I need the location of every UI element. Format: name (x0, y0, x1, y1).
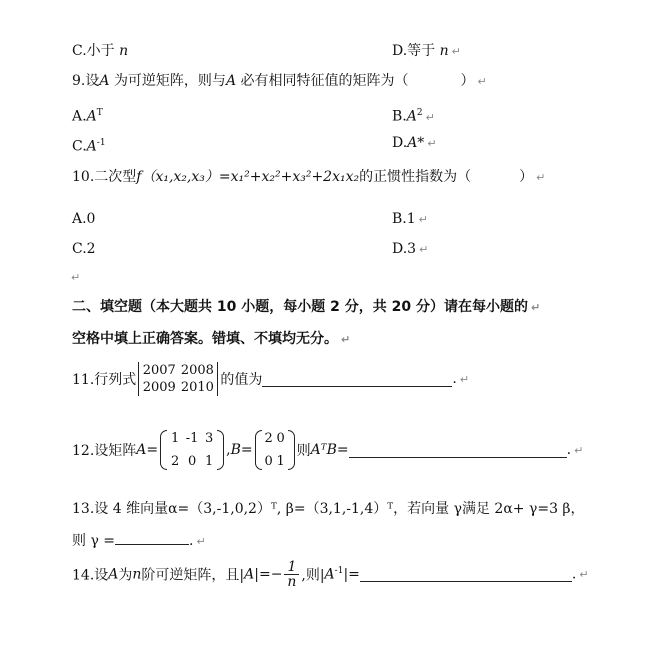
q8-option-d-label: D.等于 (392, 43, 436, 59)
q13-line2: 则 γ = . ↵ (72, 530, 206, 551)
q9-option-a (72, 104, 103, 126)
q9-option-c-sup: -1 (96, 138, 106, 148)
matrix-cell: 1 (204, 454, 214, 469)
paragraph-mark: ↵ (196, 535, 206, 548)
q11-answer-blank[interactable] (262, 372, 452, 387)
q12: 12.设矩阵A= 1 -1 3 2 0 1 ,B= 2 0 0 1 则AᵀB= . ↵ (72, 431, 584, 469)
q9-option-b (392, 104, 435, 127)
q13-line1 (72, 500, 585, 518)
q10-args: （x₁,x₂,x₃） (141, 169, 219, 185)
q9-close: ） (460, 73, 475, 89)
paragraph-mark: ↵ (579, 568, 589, 581)
q14-sup: -1 (334, 565, 344, 576)
q9-option-d-var: A* (407, 135, 425, 151)
paragraph-mark: ↵ (418, 213, 428, 226)
matrix-cell: 1 (170, 431, 180, 446)
q14-prefix: 14.设 (72, 567, 109, 584)
paragraph-mark: ↵ (451, 45, 461, 58)
matrix-cell: 0 (187, 454, 197, 469)
q9-option-a-var: A (86, 108, 97, 125)
q12-result: AᵀB= (310, 442, 349, 458)
fraction-numerator: 1 (284, 560, 299, 575)
q13-line1-text: 13.设 4 维向量α=（3,-1,0,2）ᵀ, β=（3,1,-1,4）ᵀ，若向量 γ满足 2α+ γ=3 β， (72, 501, 585, 517)
section2-heading-line1 (72, 298, 540, 317)
q9-middle: 为可逆矩阵，则与 (113, 73, 226, 89)
q9-option-d (392, 134, 437, 153)
matrix-cell: 0 (264, 454, 273, 469)
paragraph-mark: ↵ (419, 243, 429, 256)
q9-stem (72, 72, 487, 91)
q10-close: ） (519, 169, 534, 185)
matrix-cell: 2 (264, 431, 273, 446)
q14-eq: |=− (254, 566, 283, 583)
paragraph-mark: ↵ (477, 75, 487, 88)
paragraph-mark: ↵ (536, 171, 546, 184)
q8-option-c-var: n (119, 43, 129, 59)
det-cell: 2010 (180, 380, 214, 395)
q14-var-a2: A (244, 566, 255, 583)
q10-option-b (392, 210, 428, 229)
q11-prefix: 11.行列式 (72, 372, 137, 388)
fraction-denominator: n (287, 574, 297, 590)
q10-suffix: 的正惯性指数为（ (359, 169, 472, 185)
matrix-cell: 0 (276, 431, 285, 446)
q10-option-a: A.0 (72, 211, 96, 227)
q10-option-b-label: B.1 (392, 211, 416, 227)
q9-suffix: 必有相同特征值的矩阵为（ (240, 73, 409, 89)
q9-option-b-sup: 2 (416, 108, 423, 118)
q10-formula: =x₁²+x₂²+x₃²+2x₁x₂ (218, 169, 360, 185)
q8-option-c (72, 42, 128, 60)
q14-var-n: n (132, 566, 142, 583)
q9-prefix: 9.设 (72, 73, 100, 89)
q9-option-a-sup: T (96, 108, 103, 118)
q13-answer-blank[interactable] (115, 530, 189, 545)
q12-answer-blank[interactable] (349, 443, 567, 458)
q9-var-a: A (99, 73, 110, 89)
q10-func: f (136, 169, 142, 185)
q8-option-d-var: n (439, 43, 449, 59)
matrix-cell: 1 (276, 454, 285, 469)
q9-option-c-var: A (86, 138, 97, 155)
q9-option-c (72, 134, 106, 156)
section2-line2-text: 空格中填上正确答案。错填、不填均无分。 (72, 331, 338, 347)
q11-suffix: 的值为 (220, 372, 263, 388)
q9-option-c-label: C. (72, 138, 87, 155)
q14-end: |= (343, 566, 360, 583)
q14: 14.设A为n阶可逆矩阵，且|A|=− $\frac{1}{n}$ ,则$|A^{-1}|=$ . ↵ (72, 559, 589, 590)
q9-option-b-var: A (406, 108, 417, 125)
paragraph-mark: ↵ (425, 110, 435, 124)
q12-matrix-b (255, 430, 295, 470)
q12-matrix-a (160, 430, 224, 470)
q9-option-a-label: A. (72, 108, 87, 125)
q14-middle2: 阶可逆矩阵，且| (141, 567, 245, 584)
section2-heading-line2 (72, 330, 350, 349)
q8-option-c-label: C.小于 (72, 43, 115, 59)
paragraph-mark: ↵ (71, 271, 81, 284)
q11: 11.行列式 2007 2008 2009 2010 的值为 . ↵ (72, 363, 470, 395)
paragraph-mark: ↵ (341, 333, 351, 346)
q14-middle: 为 (118, 567, 133, 584)
paragraph-mark: ↵ (459, 372, 470, 386)
det-cell: 2009 (142, 380, 176, 395)
q14-var-a3: A (324, 566, 335, 583)
det-cell: 2007 (142, 363, 176, 378)
q10-option-d-label: D.3 (392, 241, 417, 257)
matrix-cell: -1 (185, 431, 199, 446)
q8-option-d (392, 42, 461, 61)
q9-var-a2: A (225, 73, 237, 89)
empty-paragraph (68, 268, 80, 287)
q10-stem (72, 168, 545, 187)
matrix-cell: 2 (170, 454, 180, 469)
det-cell: 2008 (180, 363, 214, 378)
section2-line1-text: 二、填空题（本大题共 10 小题，每小题 2 分，共 20 分）请在每小题的 (72, 299, 528, 315)
q10-prefix: 10.二次型 (72, 169, 137, 185)
paragraph-mark: ↵ (427, 137, 437, 150)
q12-prefix: 12.设矩阵 (72, 443, 137, 459)
paragraph-mark: ↵ (574, 443, 584, 457)
q14-then: ,则| (301, 567, 325, 584)
q12-var-a: A (136, 442, 147, 458)
q13-line2-text: 则 γ = (72, 533, 115, 549)
q14-fraction (284, 560, 299, 589)
q14-var-a: A (108, 566, 119, 583)
paragraph-mark: ↵ (530, 301, 541, 314)
q9-option-b-label: B. (392, 108, 407, 125)
q11-determinant (138, 362, 218, 396)
q10-option-d (392, 240, 428, 259)
q9-option-d-label: D. (392, 135, 408, 151)
q10-option-c: C.2 (72, 241, 96, 257)
q12-then: 则 (296, 443, 311, 459)
q12-var-b: B (230, 442, 241, 458)
q14-answer-blank[interactable] (360, 567, 572, 582)
matrix-cell: 3 (204, 431, 214, 446)
